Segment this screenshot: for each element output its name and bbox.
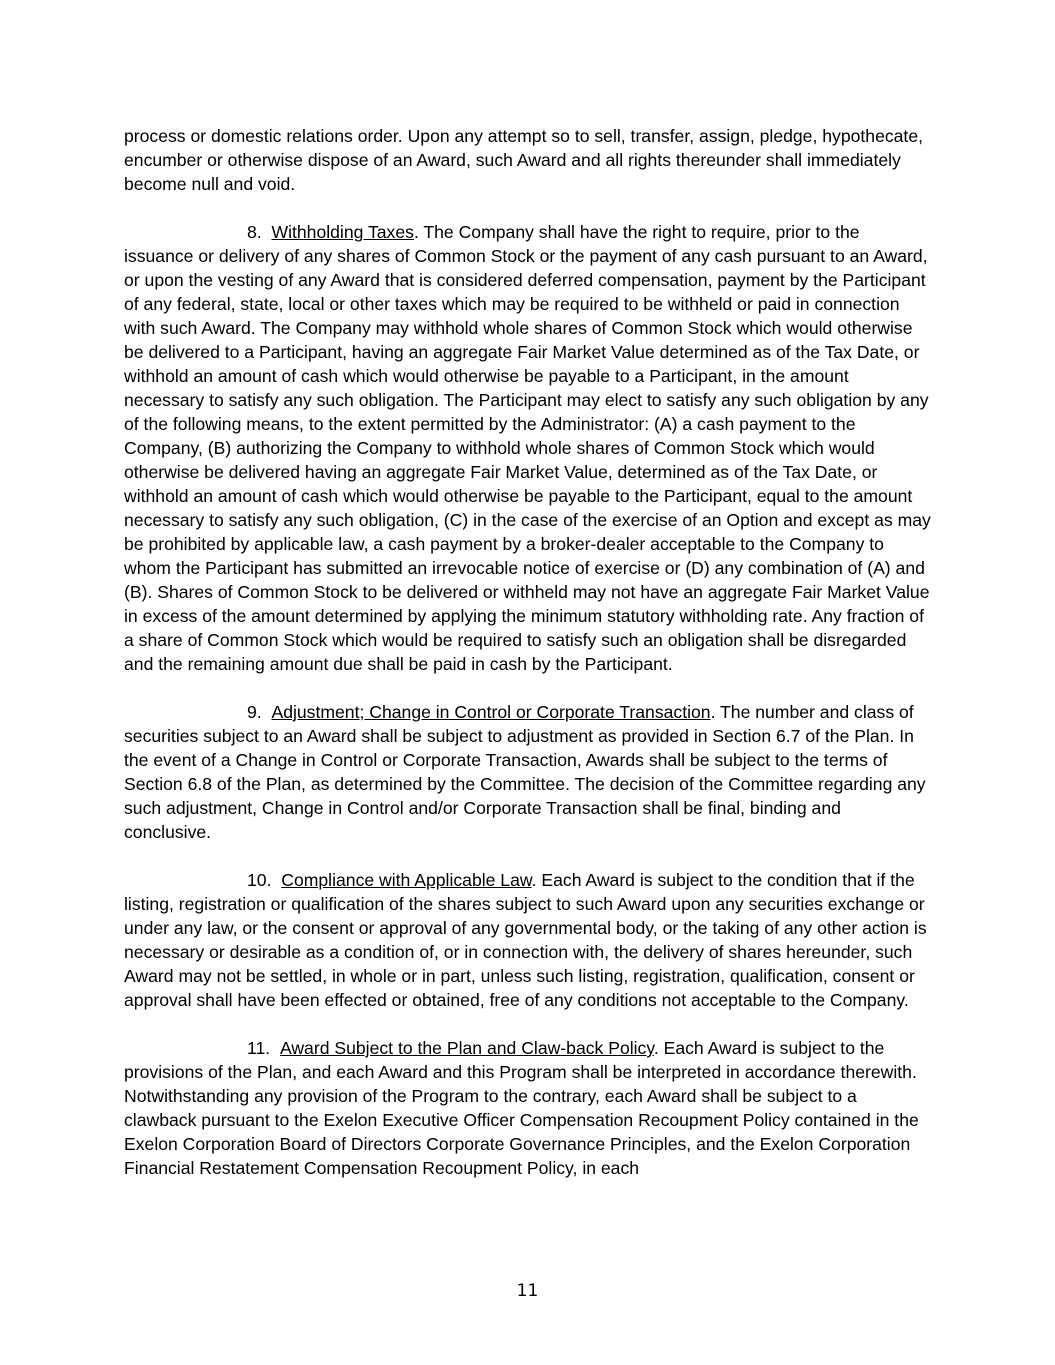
document-body (124, 124, 932, 1204)
section-title: Adjustment; Change in Control or Corporate Transaction (271, 702, 711, 722)
section-number: 11. (247, 1038, 271, 1058)
section-body: . The Company shall have the right to require, prior to the issuance or delivery of any shares of Common Stock or the payment of any cash pursuant to an Award, or upon the vesting of any Award that is considered deferred compensation, payment by the Participant of any federal, state, local or other taxes which may be required to be withheld or paid in connection with such Award. The Company may withhold whole shares of Common Stock which would otherwise be delivered to a Participant, having an aggregate Fair Market Value determined as of the Tax Date, or withhold an amount of cash which would otherwise be payable to a Participant, in the amount necessary to satisfy any such obligation. The Participant may elect to satisfy any such obligation by any of the following means, to the extent permitted by the Administrator: (A) a cash payment to the Company, (B) authorizing the Company to withhold whole shares of Common Stock which would otherwise be delivered having an aggregate Fair Market Value, determined as of the Tax Date, or withhold an amount of cash which would otherwise be payable to the Participant, equal to the amount necessary to satisfy any such obligation, (C) in the case of the exercise of an Option and except as may be prohibited by applicable law, a cash payment by a broker-dealer acceptable to the Company to whom the Participant has submitted an irrevocable notice of exercise or (D) any combination of (A) and (B). Shares of Common Stock to be delivered or withheld may not have an aggregate Fair Market Value in excess of the amount determined by applying the minimum statutory withholding rate. Any fraction of a share of Common Stock which would be required to satisfy such an obligation shall be disregarded and the remaining amount due shall be paid in cash by the Participant. (124, 222, 931, 674)
section-body: . The number and class of securities subject to an Award shall be subject to adjustment as provided in Section 6.7 of the Plan. In the event of a Change in Control or Corporate Transaction, Awards shall be subject to the terms of Section 6.8 of the Plan, as determined by the Committee. The decision of the Committee regarding any such adjustment, Change in Control and/or Corporate Transaction shall be final, binding and conclusive. (124, 702, 926, 842)
section-title: Compliance with Applicable Law (281, 870, 532, 890)
section-8-withholding-taxes (124, 220, 932, 676)
section-10-compliance (124, 868, 932, 1012)
section-number: 8. (247, 222, 262, 242)
section-11-award-subject-to-plan (124, 1036, 932, 1180)
page-number: 11 (516, 1281, 539, 1301)
continuation-paragraph: process or domestic relations order. Upon any attempt so to sell, transfer, assign, pledge, hypothecate, encumber or otherwise dispose of an Award, such Award and all rights thereunder shall immediately become null and void. (124, 126, 923, 194)
section-title: Award Subject to the Plan and Claw-back Policy (279, 1038, 654, 1058)
section-body: . Each Award is subject to the condition that if the listing, registration or qualification of the shares subject to such Award upon any securities exchange or under any law, or the consent or approval of any governmental body, or the taking of any other action is necessary or desirable as a condition of, or in connection with, the delivery of shares hereunder, such Award may not be settled, in whole or in part, unless such listing, registration, qualification, consent or approval shall have been effected or obtained, free of any conditions not acceptable to the Company. (124, 870, 927, 1010)
section-number: 9. (247, 702, 262, 722)
section-title: Withholding Taxes (271, 222, 414, 242)
section-number: 10. (247, 870, 272, 890)
section-body: . Each Award is subject to the provisions of the Plan, and each Award and this Program shall be interpreted in accordance therewith. Notwithstanding any provision of the Program to the contrary, each Award shall be subject to a clawback pursuant to the Exelon Executive Officer Compensation Recoupment Policy contained in the Exelon Corporation Board of Directors Corporate Governance Principles, and the Exelon Corporation Financial Restatement Compensation Recoupment Policy, in each (124, 1038, 919, 1178)
section-9-adjustment (124, 700, 932, 844)
